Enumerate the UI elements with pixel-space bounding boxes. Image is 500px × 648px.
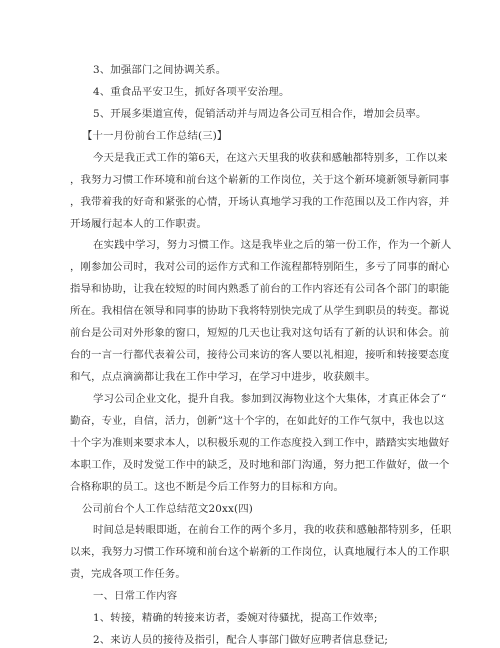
list-item: 3、加强部门之间协调关系。 bbox=[93, 64, 227, 76]
paragraph-line: 合格称职的员工。这也不断是今后工作努力的目标和方向。 bbox=[70, 480, 345, 493]
paragraph-line: 所在。我相信在领导和同事的协助下我将特别快完成了从学生到职员的转变。都说 bbox=[70, 305, 450, 318]
paragraph-line: ，我努力习惯工作环境和前台这个崭新的工作岗位，关于这个新环境新领导新同事 bbox=[70, 173, 450, 186]
paragraph-line: 和气，点点滴滴都让我在工作中学习，在学习中进步，收获颇丰。 bbox=[70, 370, 376, 383]
paragraph-line: 在实践中学习，努力习惯工作。这是我毕业之后的第一份工作，作为一个新人 bbox=[93, 239, 452, 252]
paragraph-line: 前台是公司对外形象的窗口，短短的几天也让我对这句话有了新的认识和体会。前 bbox=[70, 327, 450, 340]
paragraph-line: 今天是我正式工作的第6天，在这六天里我的收获和感触都特别多，工作以来 bbox=[93, 151, 448, 164]
paragraph-line: ，刚参加公司时，我对公司的运作方式和工作流程都特别陌生，多亏了同事的耐心 bbox=[70, 261, 450, 274]
paragraph-line: ，我带着我的好奇和紧张的心情，开场认真地学习我的工作范围以及工作内容，并 bbox=[70, 195, 450, 208]
paragraph-line: 勤奋，专业，自信，活力，创新”这十个字的，在如此好的工作气氛中，我也以这 bbox=[70, 414, 445, 427]
paragraph-line: 学习公司企业文化，提升自我。参加到汉海物业这个大集体，才真正体会了“ bbox=[93, 392, 447, 405]
paragraph-line: 台的一言一行都代表着公司，接待公司来访的客人要以礼相迎，接听和转接要态度 bbox=[70, 349, 450, 361]
subheading: 一、日常工作内容 bbox=[93, 590, 178, 603]
paragraph-line: 以来，我努力习惯工作环境和前台这个崭新的工作岗位，认真地履行本人的工作职 bbox=[70, 546, 450, 559]
paragraph-line: 时间总是转眼即逝，在前台工作的两个多月，我的收获和感触都特别多，任职 bbox=[93, 524, 452, 537]
section-heading: 公司前台个人工作总结范文20xx(四) bbox=[82, 502, 253, 515]
list-item: 4、重食品平安卫生，抓好各项平安治理。 bbox=[93, 85, 290, 98]
paragraph-line: 责，完成各项工作任务。 bbox=[70, 568, 186, 581]
section-heading: 【十一月份前台工作总结(三)】 bbox=[82, 129, 228, 142]
paragraph-line: 开场履行起本人的工作职责。 bbox=[70, 217, 208, 230]
list-item: 1、转接，精确的转接来访者，委婉对待骚扰，提高工作效率; bbox=[93, 612, 378, 625]
list-item: 5、开展多渠道宣传，促销活动并与周边各公司互相合作，增加会员率。 bbox=[93, 107, 427, 120]
paragraph-line: 指导和协助，让我在较短的时间内熟悉了前台的工作内容还有公司各个部门的职能 bbox=[70, 283, 450, 296]
paragraph-line: 十个字为准则来要求本人，以积极乐观的工作态度投入到工作中，踏踏实实地做好 bbox=[70, 436, 450, 449]
paragraph-line: 本职工作，及时发觉工作中的缺乏，及时地和部门沟通，努力把工作做好，做一个 bbox=[70, 458, 450, 471]
list-item: 2、来访人员的接待及指引，配合人事部门做好应聘者信息登记; bbox=[93, 634, 389, 646]
